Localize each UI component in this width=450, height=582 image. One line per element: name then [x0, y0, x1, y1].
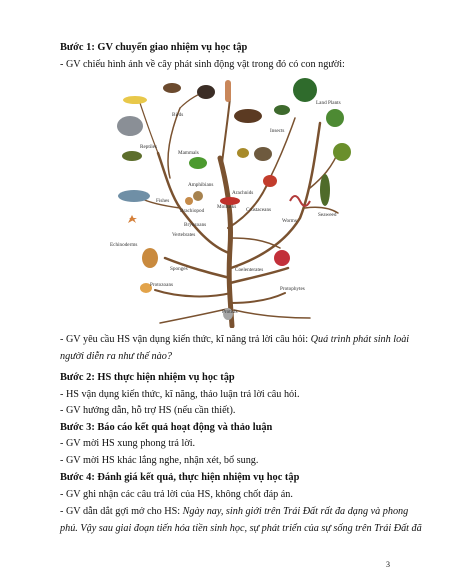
tree-label-land-plants: Land Plants — [316, 100, 341, 106]
step1-line: - GV chiếu hình ảnh về cây phát sinh động vật trong đó có con người: — [60, 59, 345, 70]
tree-label-mammals: Mammals — [178, 150, 199, 156]
step2-line-1: - HS vận dụng kiến thức, kĩ năng, thảo luận trả lời câu hỏi. — [60, 389, 300, 400]
step4-heading: Bước 4: Đánh giá kết quả, thực hiện nhiệm vụ học tập — [60, 472, 300, 483]
tree-label-worms: Worms — [282, 218, 297, 224]
step4-line-1: - GV ghi nhận các câu trả lời của HS, không chốt đáp án. — [60, 489, 293, 500]
tree-label-sponges: Sponges — [170, 266, 188, 272]
tree-label-vertebrates: Vertebrates — [172, 232, 196, 238]
tree-label-protists: Protists — [222, 309, 238, 315]
step4-line2-prefix: - GV dẫn dắt gợi mở cho HS: — [60, 506, 183, 517]
tree-label-insects: Insects — [270, 128, 285, 134]
tree-label-brachiopods: Brachiopod — [180, 208, 205, 214]
tree-label-birds: Birds — [172, 112, 184, 118]
question-line-2 — [60, 351, 172, 362]
tree-label-crustaceans: Crustaceans — [246, 207, 272, 213]
tree-label-amphibians: Amphibians — [188, 182, 214, 188]
tree-label-echinoderms: Echinoderms — [110, 242, 138, 248]
tree-label-coelenterates: Coelenterates — [235, 267, 264, 273]
tree-label-fishes: Fishes — [156, 198, 170, 204]
page-number: 3 — [386, 560, 390, 569]
tree-label-bryozoans: Bryozoans — [184, 222, 207, 228]
step3-line-2: - GV mời HS khác lắng nghe, nhận xét, bổ sung. — [60, 455, 259, 466]
step4-line-2 — [60, 506, 409, 517]
step4-line2-italic: Ngày nay, sinh giới trên Trái Đất rất đa dạng và phong — [182, 506, 409, 517]
question-italic-a: Quá trình phát sinh loài — [310, 334, 410, 345]
tree-label-reptiles: Reptiles — [140, 144, 158, 150]
step1-heading: Bước 1: GV chuyển giao nhiệm vụ học tập — [60, 42, 248, 53]
step3-line-1: - GV mời HS xung phong trả lời. — [60, 438, 196, 449]
step4-line-3: phú. Vậy sau giai đoạn tiến hóa tiền sinh học, sự phát triển của sự sống trên Trái Đất đã — [60, 523, 422, 534]
tree-label-protozoans: Protozoans — [150, 282, 174, 288]
step2-line-2: - GV hướng dẫn, hỗ trợ HS (nếu cần thiết). — [60, 405, 236, 416]
phylogenetic-tree-image — [110, 78, 360, 328]
question-line-1 — [60, 334, 410, 345]
tree-label-protophytes: Protophytes — [280, 286, 305, 292]
tree-label-mollusks: Mollusks — [217, 204, 237, 210]
step3-heading: Bước 3: Báo cáo kết quả hoạt động và thảo luận — [60, 422, 273, 433]
question-prefix: - GV yêu cầu HS vận dụng kiến thức, kĩ năng trả lời câu hỏi: — [60, 334, 311, 345]
tree-label-seaweed: Seaweed — [318, 212, 337, 218]
step2-heading: Bước 2: HS thực hiện nhiệm vụ học tập — [60, 372, 235, 383]
tree-label-arachnids: Arachnids — [232, 190, 254, 196]
question-italic-b: người diễn ra như thế nào? — [60, 351, 172, 362]
